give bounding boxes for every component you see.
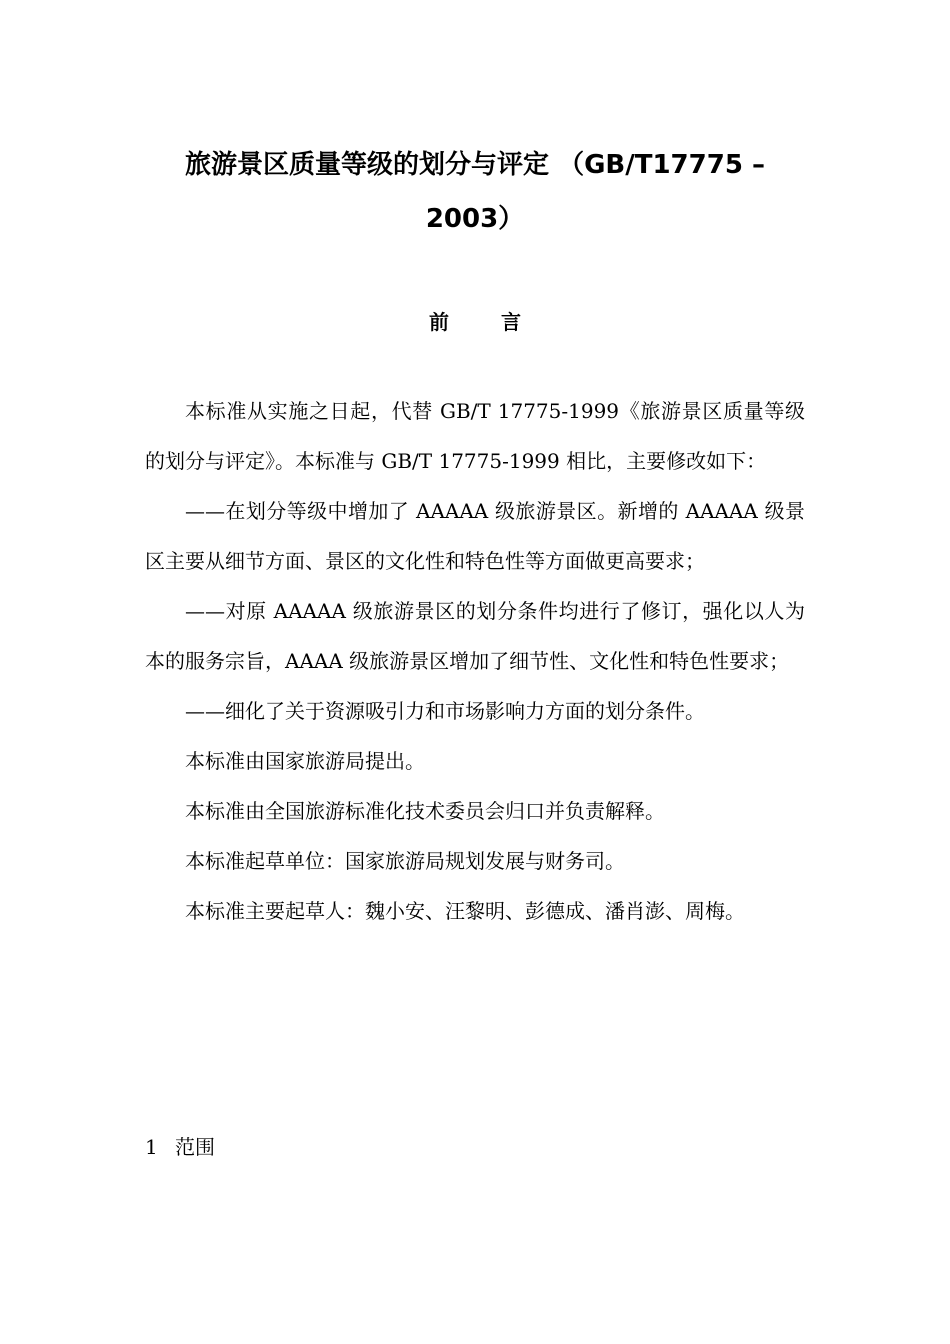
preface-paragraph-change-3: ——细化了关于资源吸引力和市场影响力方面的划分条件。 [185,699,705,723]
preface-paragraph-replacement: 本标准从实施之日起，代替 GB/T 17775-1999《旅游景区质量等级的划分与评定》。本标准与 GB/T 17775-1999 相比，主要修改如下： [145,399,805,473]
preface-paragraph-change-2: ——对原 AAAAA 级旅游景区的划分条件均进行了修订，强化以人为本的服务宗旨，AAAA 级旅游景区增加了细节性、文化性和特色性要求； [145,599,805,673]
preface-paragraph-drafting-unit: 本标准起草单位：国家旅游局规划发展与财务司。 [185,849,625,873]
preface-paragraph-change-1: ——在划分等级中增加了 AAAAA 级旅游景区。新增的 AAAAA 级景区主要从细节方面、景区的文化性和特色性等方面做更高要求； [145,499,805,573]
preface-paragraph-responsible: 本标准由全国旅游标准化技术委员会归口并负责解释。 [185,799,665,823]
preface-paragraph-proposer: 本标准由国家旅游局提出。 [185,749,425,773]
preface-body [145,386,805,936]
document-title: 旅游景区质量等级的划分与评定 （GB/T17775 –2003） [185,150,765,234]
section-number: 1 [145,1135,158,1159]
section-title: 范围 [175,1135,215,1159]
preface-heading: 前言 [429,310,573,334]
preface-paragraph-drafters: 本标准主要起草人：魏小安、汪黎明、彭德成、潘肖澎、周梅。 [185,899,745,923]
section-heading-scope [145,1133,215,1161]
